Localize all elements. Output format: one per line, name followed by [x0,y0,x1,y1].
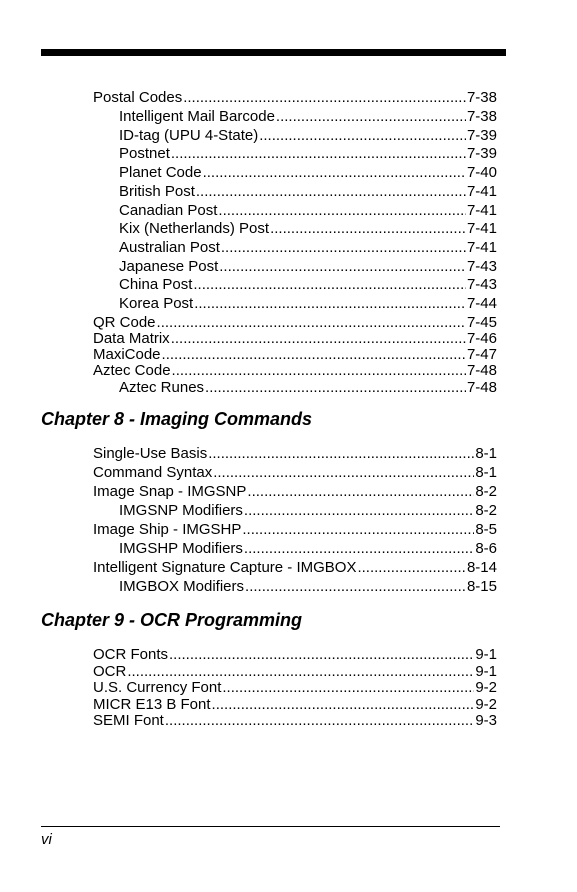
toc-entry[interactable] [119,126,497,146]
toc-entry-page: 8-1 [475,445,497,462]
dot-leader [194,294,466,314]
toc-entry-title: Postnet [119,145,170,163]
toc-entry-page: 7-41 [466,238,497,256]
toc-entry[interactable] [119,257,497,277]
dot-leader [196,182,466,202]
toc-entry[interactable] [119,238,497,258]
toc-entry-title: Postal Codes [93,89,183,106]
dot-leader [259,126,466,146]
toc-entry-title: OCR Fonts [93,646,169,663]
toc-entry-title: Australian Post [119,238,220,256]
toc-entry-page: 7-46 [466,329,497,347]
dot-leader [244,539,474,559]
dot-leader [218,201,466,221]
toc-entry-title: IMGSNP Modifiers [119,502,243,519]
toc-entry-page: 7-47 [466,346,497,364]
toc-entry[interactable] [93,444,497,464]
toc-entry-page: 8-2 [475,502,497,519]
toc-entry-title: Intelligent Mail Barcode [119,108,275,125]
toc-entry[interactable] [93,558,497,578]
toc-entry-title: QR Code [93,313,156,331]
toc-entry[interactable] [93,88,497,108]
toc-entry[interactable] [119,501,497,521]
toc-entry-page: 7-43 [466,276,497,294]
toc-entry-page: 7-48 [466,362,497,380]
toc-entry-page: 7-40 [466,164,497,182]
dot-leader [171,144,466,164]
chapter-9-heading: Chapter 9 - OCR Programming [41,610,303,630]
toc-entry-title: Single-Use Basis [93,445,208,462]
toc-entry-page: 7-41 [466,220,497,238]
toc-entry-title: Image Snap - IMGSNP [93,483,247,500]
toc-entry-page: 7-38 [466,108,497,125]
chapter-8-heading: Chapter 8 - Imaging Commands [41,409,313,429]
dot-leader [357,558,466,578]
toc-entry[interactable] [119,275,497,295]
toc-entry[interactable] [119,577,497,597]
toc-entry-page: 7-48 [466,378,497,396]
dot-leader [242,520,474,540]
dot-leader [193,275,466,295]
toc-entry-title: OCR [93,662,127,680]
dot-leader [244,501,474,521]
toc-entry-title: ID-tag (UPU 4-State) [119,126,259,144]
toc-entry-title: Planet Code [119,164,202,182]
dot-leader [276,107,466,127]
toc-entry-page: 7-38 [466,89,497,106]
toc-entry-page: 7-39 [466,145,497,163]
toc-entry-title: Korea Post [119,295,194,312]
toc-entry-title: Data Matrix [93,329,170,347]
toc-entry-title: Command Syntax [93,464,213,481]
dot-leader [213,463,474,483]
toc-entry[interactable] [93,482,497,502]
dot-leader [247,482,474,502]
toc-entry-page: 8-14 [466,559,497,576]
dot-leader [165,711,474,731]
toc-entry-title: Aztec Runes [119,378,205,396]
toc-entry-page: 9-3 [475,712,497,729]
toc-entry-title: MaxiCode [93,346,161,364]
toc-entry-page: 9-2 [475,679,497,696]
toc-entry[interactable] [119,378,497,398]
toc-entry-page: 8-1 [475,464,497,481]
toc-entry-page: 8-15 [466,578,497,595]
toc-entry-page: 7-41 [466,201,497,219]
toc-entry-title: Japanese Post [119,257,219,275]
toc-entry[interactable] [93,463,497,483]
toc-entry-title: Canadian Post [119,201,218,219]
dot-leader [205,378,466,398]
dot-leader [270,219,466,239]
toc-entry-page: 9-1 [475,646,497,663]
toc-entry[interactable] [119,539,497,559]
toc-entry-title: IMGBOX Modifiers [119,578,245,595]
toc-entry-page: 8-5 [475,521,497,538]
toc-entry-page: 8-2 [475,483,497,500]
toc-entry-page: 7-39 [466,126,497,144]
toc-entry[interactable] [119,201,497,221]
toc-entry-title: SEMI Font [93,712,164,729]
toc-entry-title: Aztec Code [93,362,171,380]
toc-entry-page: 7-45 [466,313,497,331]
toc-entry-page: 7-44 [466,295,497,312]
dot-leader [183,88,466,108]
toc-entry-title: Image Ship - IMGSHP [93,521,242,538]
toc-entry[interactable] [119,219,497,239]
toc-entry[interactable] [119,144,497,164]
toc-entry-title: British Post [119,182,195,200]
toc-entry-title: Intelligent Signature Capture - IMGBOX [93,559,357,576]
dot-leader [219,257,466,277]
toc-entry-title: MICR E13 B Font [93,695,211,713]
toc-entry[interactable] [119,163,497,183]
toc-entry-page: 9-2 [475,695,497,713]
toc-entry-title: China Post [119,276,193,294]
toc-entry-page: 9-1 [475,662,497,680]
page-folio: vi [41,831,52,848]
toc-entry[interactable] [119,294,497,314]
toc-entry[interactable] [119,107,497,127]
toc-entry-title: U.S. Currency Font [93,679,222,696]
toc-entry[interactable] [93,711,497,731]
dot-leader [221,238,466,258]
toc-entry[interactable] [119,182,497,202]
toc-entry-title: IMGSHP Modifiers [119,540,243,557]
toc-entry-title: Kix (Netherlands) Post [119,220,270,238]
toc-entry-page: 7-43 [466,257,497,275]
dot-leader [208,444,474,464]
top-rule [41,49,506,56]
bottom-rule [41,826,500,827]
toc-entry-page: 7-41 [466,182,497,200]
dot-leader [245,577,466,597]
toc-entry-page: 8-6 [475,540,497,557]
dot-leader [203,163,466,183]
toc-entry[interactable] [93,520,497,540]
